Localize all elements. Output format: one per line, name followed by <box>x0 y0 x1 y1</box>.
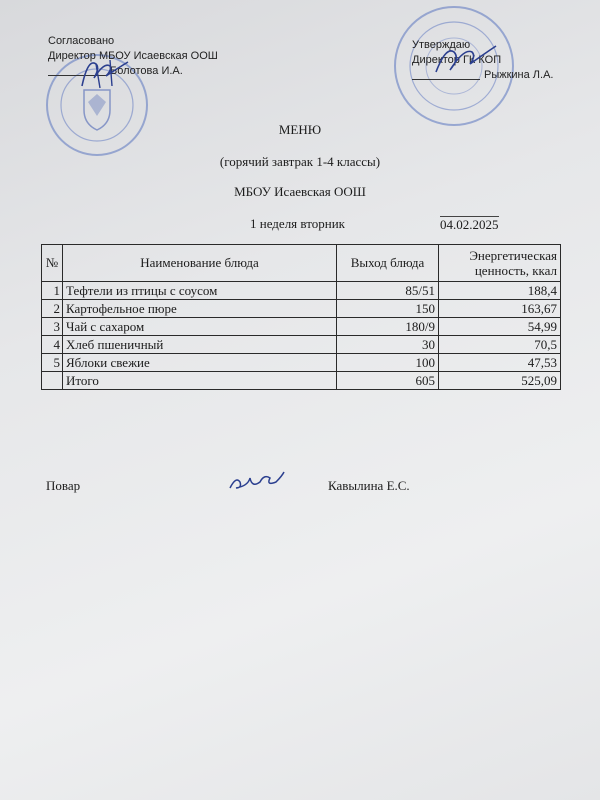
row-energy: 54,99 <box>439 318 561 336</box>
row-dish: Чай с сахаром <box>63 318 337 336</box>
row-energy: 163,67 <box>439 300 561 318</box>
approver-signature-icon <box>432 42 502 82</box>
row-num: 2 <box>42 300 63 318</box>
header-energy: Энергетическая ценность, ккал <box>439 245 561 282</box>
header-dish: Наименование блюда <box>63 245 337 282</box>
total-label: Итого <box>63 372 337 390</box>
total-num <box>42 372 63 390</box>
table-row <box>42 300 561 318</box>
row-energy: 70,5 <box>439 336 561 354</box>
table-row <box>42 318 561 336</box>
cook-signature-icon <box>226 470 286 496</box>
row-dish: Тефтели из птицы с соусом <box>63 282 337 300</box>
approved-director-name: Рыжкина Л.А. <box>484 69 554 81</box>
cook-name: Кавылина Е.С. <box>328 478 410 493</box>
row-output: 150 <box>337 300 439 318</box>
table-row <box>42 282 561 300</box>
approved-director-title: Директор ГК КОП <box>412 54 502 66</box>
header-output: Выход блюда <box>337 245 439 282</box>
row-output: 180/9 <box>337 318 439 336</box>
row-num: 1 <box>42 282 63 300</box>
row-output: 85/51 <box>337 282 439 300</box>
table-row <box>42 354 561 372</box>
table-header-row <box>42 245 561 282</box>
cook-role: Повар <box>46 478 81 493</box>
table-row <box>42 336 561 354</box>
row-dish: Картофельное пюре <box>63 300 337 318</box>
row-energy: 188,4 <box>439 282 561 300</box>
row-num: 4 <box>42 336 63 354</box>
week-day: 1 неделя вторник <box>250 216 345 231</box>
approval-label: Согласовано <box>48 35 115 47</box>
approval-director-title: Директор МБОУ Исаевская ООШ <box>48 50 218 62</box>
approval-director-name: Болотова И.А. <box>110 65 183 77</box>
row-output: 100 <box>337 354 439 372</box>
total-energy: 525,09 <box>439 372 561 390</box>
total-output: 605 <box>337 372 439 390</box>
page-subtitle: (горячий завтрак 1-4 классы) <box>219 154 381 169</box>
row-output: 30 <box>337 336 439 354</box>
row-energy: 47,53 <box>439 354 561 372</box>
row-num: 5 <box>42 354 63 372</box>
director-signature-icon <box>76 52 136 96</box>
header-num: № <box>42 245 63 282</box>
approved-label: Утверждаю <box>412 39 471 51</box>
row-num: 3 <box>42 318 63 336</box>
menu-table <box>41 244 561 390</box>
page-title: МЕНЮ <box>278 122 322 137</box>
row-dish: Яблоки свежие <box>63 354 337 372</box>
table-total-row <box>42 372 561 390</box>
menu-date: 04.02.2025 <box>440 217 499 232</box>
school-name: МБОУ Исаевская ООШ <box>234 184 366 199</box>
row-dish: Хлеб пшеничный <box>63 336 337 354</box>
